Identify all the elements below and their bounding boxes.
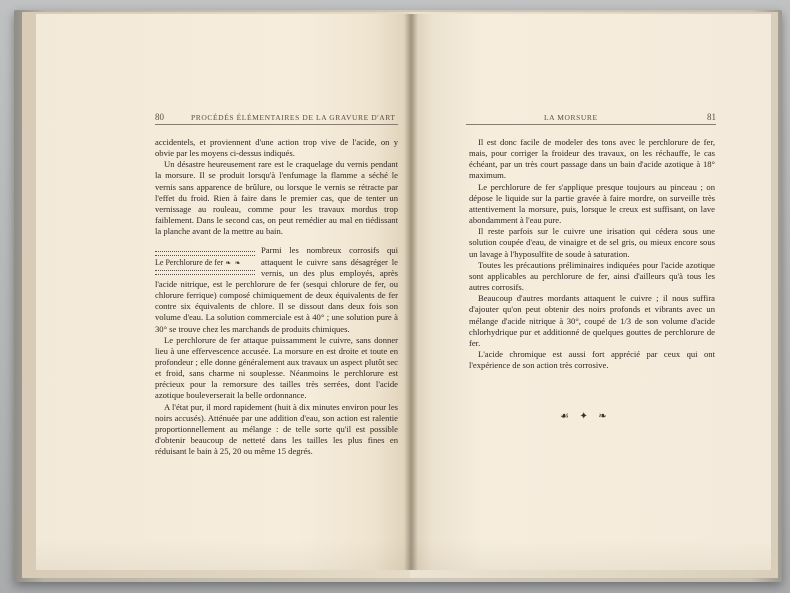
paragraph: Beaucoup d'autres mordants attaquent le cuivre ; il nous suffira d'ajouter qu'on peut obtenir des noirs profonds et vibrants avec un mélange d'acide nitrique à 30°, coupé de 1/3 de son volume d'acide chlorhydrique pur et additionné de quelques gouttes de perchlorure de fer. — [469, 293, 715, 348]
paragraph: A l'état pur, il mord rapidement (huit à dix minutes environ pour les noirs accusés). Atténuée par une addition d'eau, son action est ralentie proportionnellement au mélange : de telle sorte qu'il est possible d'obtenir beaucoup de netteté dans les tailles les plus fines en réduisant le bain à 25, 20 ou même 15 degrés. — [155, 401, 398, 457]
right-body-text — [469, 137, 715, 371]
left-page — [36, 14, 411, 570]
sidebar-dotted-rule — [155, 270, 255, 275]
sidebar-ornament-icon: ❧ ❧ — [225, 259, 242, 268]
sidebar-dotted-rule — [155, 251, 255, 256]
paragraph: Parmi les nombreux corrosifs qui attaquent le cuivre sans désagréger le vernis, un des plus employés, après l'acide nitrique, est le perchlorure de fer (sesqui chlorure de fer, ou chlorure ferrique) composé chimiquement de deux équivalents de fer contre six équivalents de chlore. Il se dissout dans deux fois son volume d'eau. La solution commerciale est à 40° ; une solution pure à 30° se trouve chez les marchands de produits chimiques. — [155, 245, 398, 334]
page-shadow — [411, 540, 771, 570]
paragraph: Il reste parfois sur le cuivre une irisation qui cédera sous une solution coupée d'eau, de vinaigre et de sel gris, ou mieux encore sous un lavage à l'hyposulfite de soude à saturation. — [469, 226, 715, 259]
paragraph: Il est donc facile de modeler des tons avec le perchlorure de fer, mais, pour corriger la froideur des travaux, on les réchauffe, le cas échéant, par un très court passage dans un bain d'acide azotique à 18° maximum. — [469, 137, 715, 181]
left-head-rule — [155, 124, 398, 125]
right-page-number: 81 — [707, 112, 716, 122]
sidebar-label: Le Perchlorure de fer ❧ ❧ — [155, 258, 242, 268]
sidebar-note — [155, 249, 255, 277]
paragraph: Un désastre heureusement rare est le craquelage du vernis pendant la morsure. Il se produit lorsqu'à l'enfumage la flamme a séché le vernis sans apparence de brûlure, ou lorsque le vernis se rétracte par l'effet du froid. Rien à faire dans le premier cas, que de tenter un vernissage au rouleau, comme pour les travaux mordus trop faiblement. Dans le second cas, on peut remédier au mal en tiédissant la planche avant de la mettre au bain. — [155, 159, 398, 237]
left-page-number: 80 — [155, 112, 164, 122]
paragraph: Le perchlorure de fer s'applique presque toujours au pinceau ; on dépose le liquide sur la partie gravée à faire mordre, on surveille très attentivement la morsure, puis, lorsque le creux est suffisant, on lave abondamment à l'eau pure. — [469, 181, 715, 226]
right-running-title: LA MORSURE — [544, 113, 598, 122]
paragraph: L'acide chromique est aussi fort apprécié par ceux qui ont l'expérience de son action très corrosive. — [469, 348, 715, 371]
fleuron-ornament-icon: ☙ ✦ ❧ — [560, 411, 611, 422]
page-shadow — [36, 540, 411, 570]
right-page — [411, 14, 771, 570]
paragraph: accidentels, et proviennent d'une action trop vive de l'acide, on y obvie par les moyens ci-dessus indiqués. — [155, 137, 398, 159]
paragraph: Toutes les précautions préliminaires indiquées pour l'acide azotique sont applicables au perchlorure de fer, ainsi d'ailleurs qu'à tous les autres corrosifs. — [469, 259, 715, 293]
left-body-text — [155, 137, 398, 457]
book-gutter — [404, 14, 418, 570]
left-running-title: PROCÉDÉS ÉLÉMENTAIRES DE LA GRAVURE D'ART — [191, 113, 396, 122]
paragraph: Le perchlorure de fer attaque puissamment le cuivre, sans donner lieu à une effervescence accusée. La morsure en est droite et toute en profondeur ; elle donne généralement aux travaux un aspect plutôt sec et froid, sans charme ni souplesse. Néanmoins le perchlorure est précieux pour la remorsure des tailles très serrées, dont l'acide azotique bouleverserait la belle ordonnance. — [155, 334, 398, 401]
right-head-rule — [466, 124, 716, 125]
